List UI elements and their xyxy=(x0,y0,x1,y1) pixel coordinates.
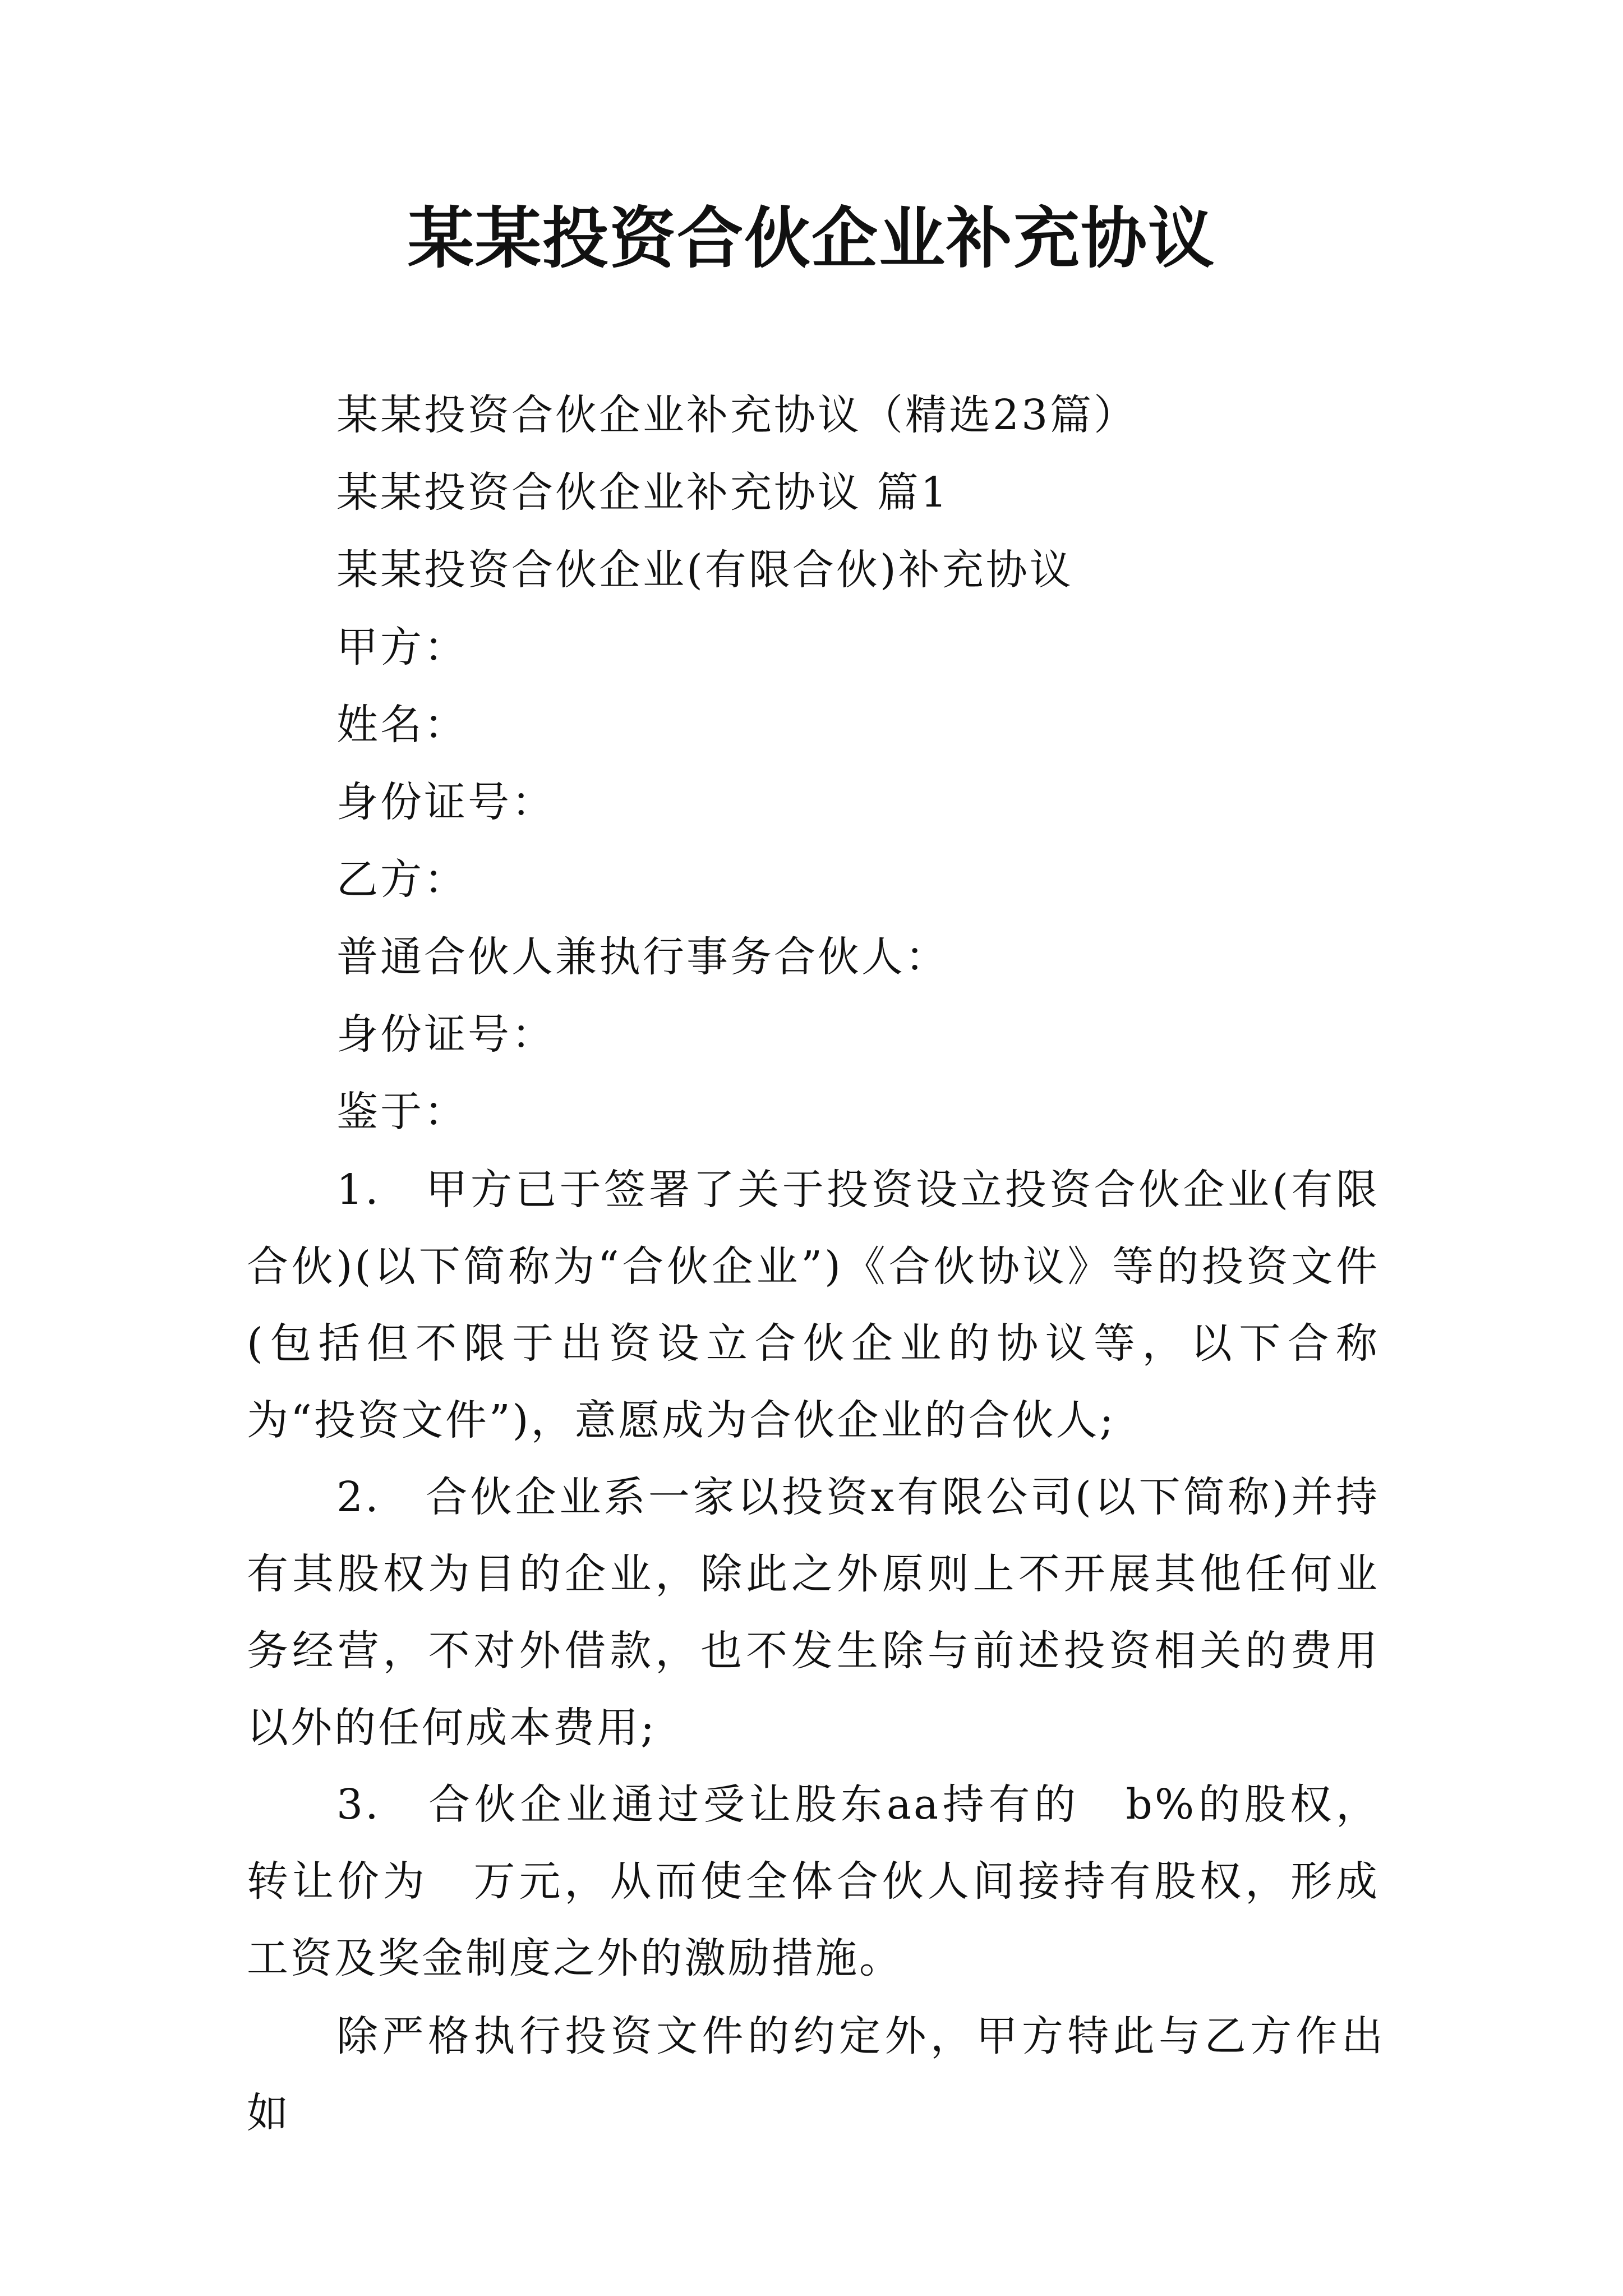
whereas-clause-2: 2. 合伙企业系一家以投资x有限公司(以下简称)并持有其股权为目的企业，除此之外原则上不开展其他任何业务经营，不对外借款，也不发生除与前述投资相关的费用以外的任何成本费用; xyxy=(247,1473,1380,1752)
whereas-label: 鉴于： xyxy=(336,1088,468,1136)
party-b-label: 乙方： xyxy=(336,855,468,904)
section-heading: 某某投资合伙企业补充协议 篇1 xyxy=(336,468,949,517)
document-title: 某某投资合伙企业补充协议 xyxy=(407,199,1215,277)
agreement-intro-paragraph: 除严格执行投资文件的约定外，甲方特此与乙方作出如 xyxy=(247,2012,1385,2137)
general-partner-label: 普通合伙人兼执行事务合伙人： xyxy=(336,933,949,981)
whereas-clause-1: 1. 甲方已于签署了关于投资设立投资合伙企业(有限合伙)(以下简称为“合伙企业”)《合伙协议》等的投资文件(包括但不限于出资设立合伙企业的协议等，以下合称为“投资文件”)，意愿成为合伙企业的合伙人; xyxy=(247,1166,1380,1444)
document-subtitle: 某某投资合伙企业补充协议（精选23篇） xyxy=(336,391,1138,439)
id-number-label: 身份证号： xyxy=(336,778,555,826)
agreement-name: 某某投资合伙企业(有限合伙)补充协议 xyxy=(336,546,1073,594)
id-number-label-b: 身份证号： xyxy=(336,1010,555,1059)
whereas-clause-3: 3. 合伙企业通过受让股东aa持有的 b%的股权，转让价为 万元，从而使全体合伙人间接持有股权，形成工资及奖金制度之外的激励措施。 xyxy=(247,1780,1380,1982)
party-a-label: 甲方： xyxy=(336,623,468,671)
name-label: 姓名： xyxy=(336,701,468,749)
